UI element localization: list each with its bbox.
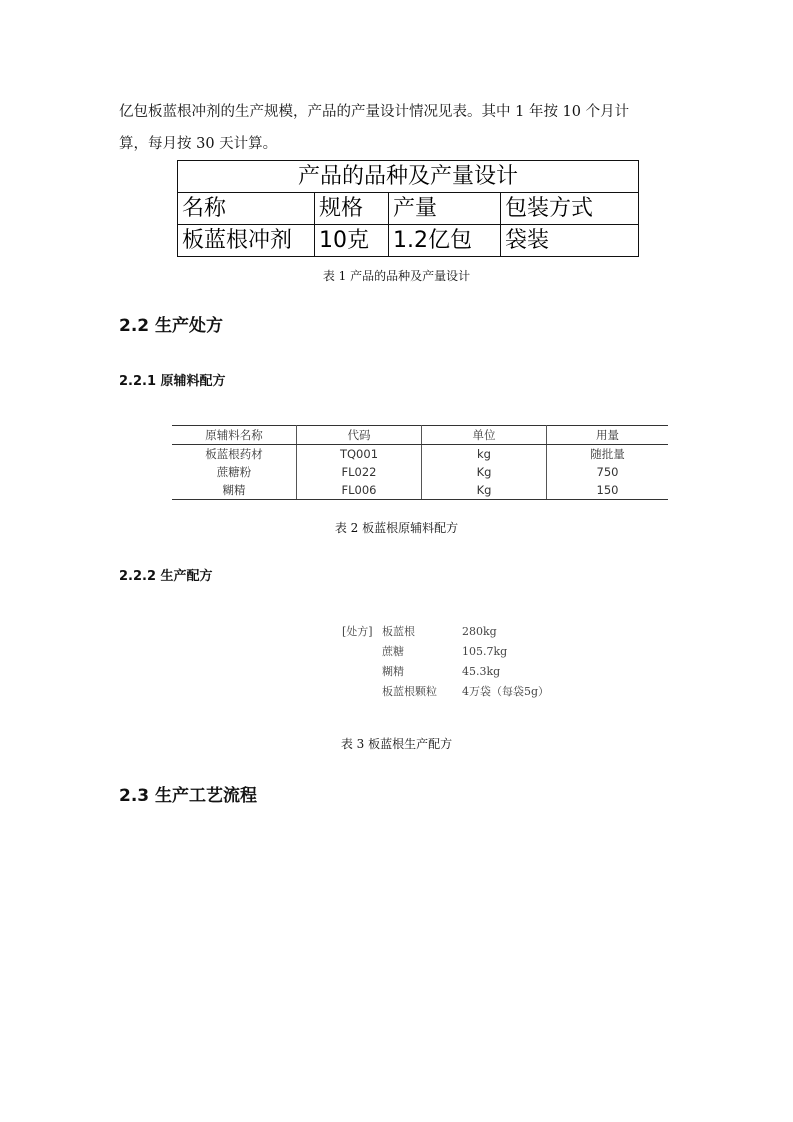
recipe-row xyxy=(342,642,549,662)
intro-line-2: 算，每月按 30 天计算。 xyxy=(119,136,278,152)
recipe-item-amount: 105.7kg xyxy=(462,645,508,658)
product-design-table xyxy=(177,160,639,257)
table-cell: FL022 xyxy=(297,463,422,481)
recipe-row xyxy=(342,682,549,702)
header-cell: 用量 xyxy=(547,426,669,445)
table-row xyxy=(172,481,668,500)
table-cell: TQ001 xyxy=(297,445,422,464)
header-cell: 产量 xyxy=(389,193,501,225)
table-row xyxy=(172,445,668,464)
header-cell: 代码 xyxy=(297,426,422,445)
table-cell: 750 xyxy=(596,465,619,479)
table-cell: 随批量 xyxy=(590,447,625,461)
table-cell: 板蓝根冲剂 xyxy=(178,225,315,257)
table-2-caption: 表 2 板蓝根原辅料配方 xyxy=(334,521,459,535)
table-cell: 蔗糖粉 xyxy=(172,463,297,481)
section-2-2-heading: 2.2 生产处方 xyxy=(119,316,224,336)
recipe-item-name: 板蓝根 xyxy=(382,625,415,638)
section-2-3-heading: 2.3 生产工艺流程 xyxy=(119,786,258,806)
table-cell: Kg xyxy=(422,481,547,500)
table-cell: kg xyxy=(422,445,547,464)
raw-materials-table xyxy=(172,425,668,500)
recipe-item-name: 板蓝根颗粒 xyxy=(382,685,437,698)
section-2-2-1-heading: 2.2.1 原辅料配方 xyxy=(119,374,226,389)
table-title-row xyxy=(178,161,639,193)
recipe-item-amount: 45.3kg xyxy=(462,665,501,678)
table-header-row xyxy=(178,193,639,225)
table-3-caption: 表 3 板蓝根生产配方 xyxy=(340,737,453,751)
production-recipe xyxy=(342,622,549,702)
table-cell: 10克 xyxy=(315,225,389,257)
recipe-row xyxy=(342,622,549,642)
header-cell: 原辅料名称 xyxy=(172,426,297,445)
recipe-item-name: 蔗糖 xyxy=(382,645,404,658)
section-2-2-2-heading: 2.2.2 生产配方 xyxy=(119,569,213,584)
table-row xyxy=(172,463,668,481)
header-cell: 包装方式 xyxy=(501,193,639,225)
recipe-item-amount: 4万袋（每袋5g） xyxy=(462,685,550,698)
recipe-item-name: 糊精 xyxy=(382,665,404,678)
recipe-row xyxy=(342,662,549,682)
table-row xyxy=(178,225,639,257)
header-cell: 单位 xyxy=(422,426,547,445)
table-cell: 糊精 xyxy=(172,481,297,500)
table-cell: Kg xyxy=(422,463,547,481)
table-cell: 板蓝根药材 xyxy=(172,445,297,464)
table-cell: 袋装 xyxy=(501,225,639,257)
header-cell: 名称 xyxy=(178,193,315,225)
intro-line-1: 亿包板蓝根冲剂的生产规模，产品的产量设计情况见表。其中 1 年按 10 个月计 xyxy=(119,104,630,120)
table-cell: FL006 xyxy=(297,481,422,500)
table-title: 产品的品种及产量设计 xyxy=(178,161,639,193)
header-cell: 规格 xyxy=(315,193,389,225)
recipe-item-amount: 280kg xyxy=(462,625,497,638)
recipe-prefix: [处方] xyxy=(342,625,373,638)
table-1-caption: 表 1 产品的品种及产量设计 xyxy=(322,269,471,283)
table-header-row xyxy=(172,426,668,445)
table-cell: 1.2亿包 xyxy=(389,225,501,257)
table-cell: 150 xyxy=(547,481,669,500)
